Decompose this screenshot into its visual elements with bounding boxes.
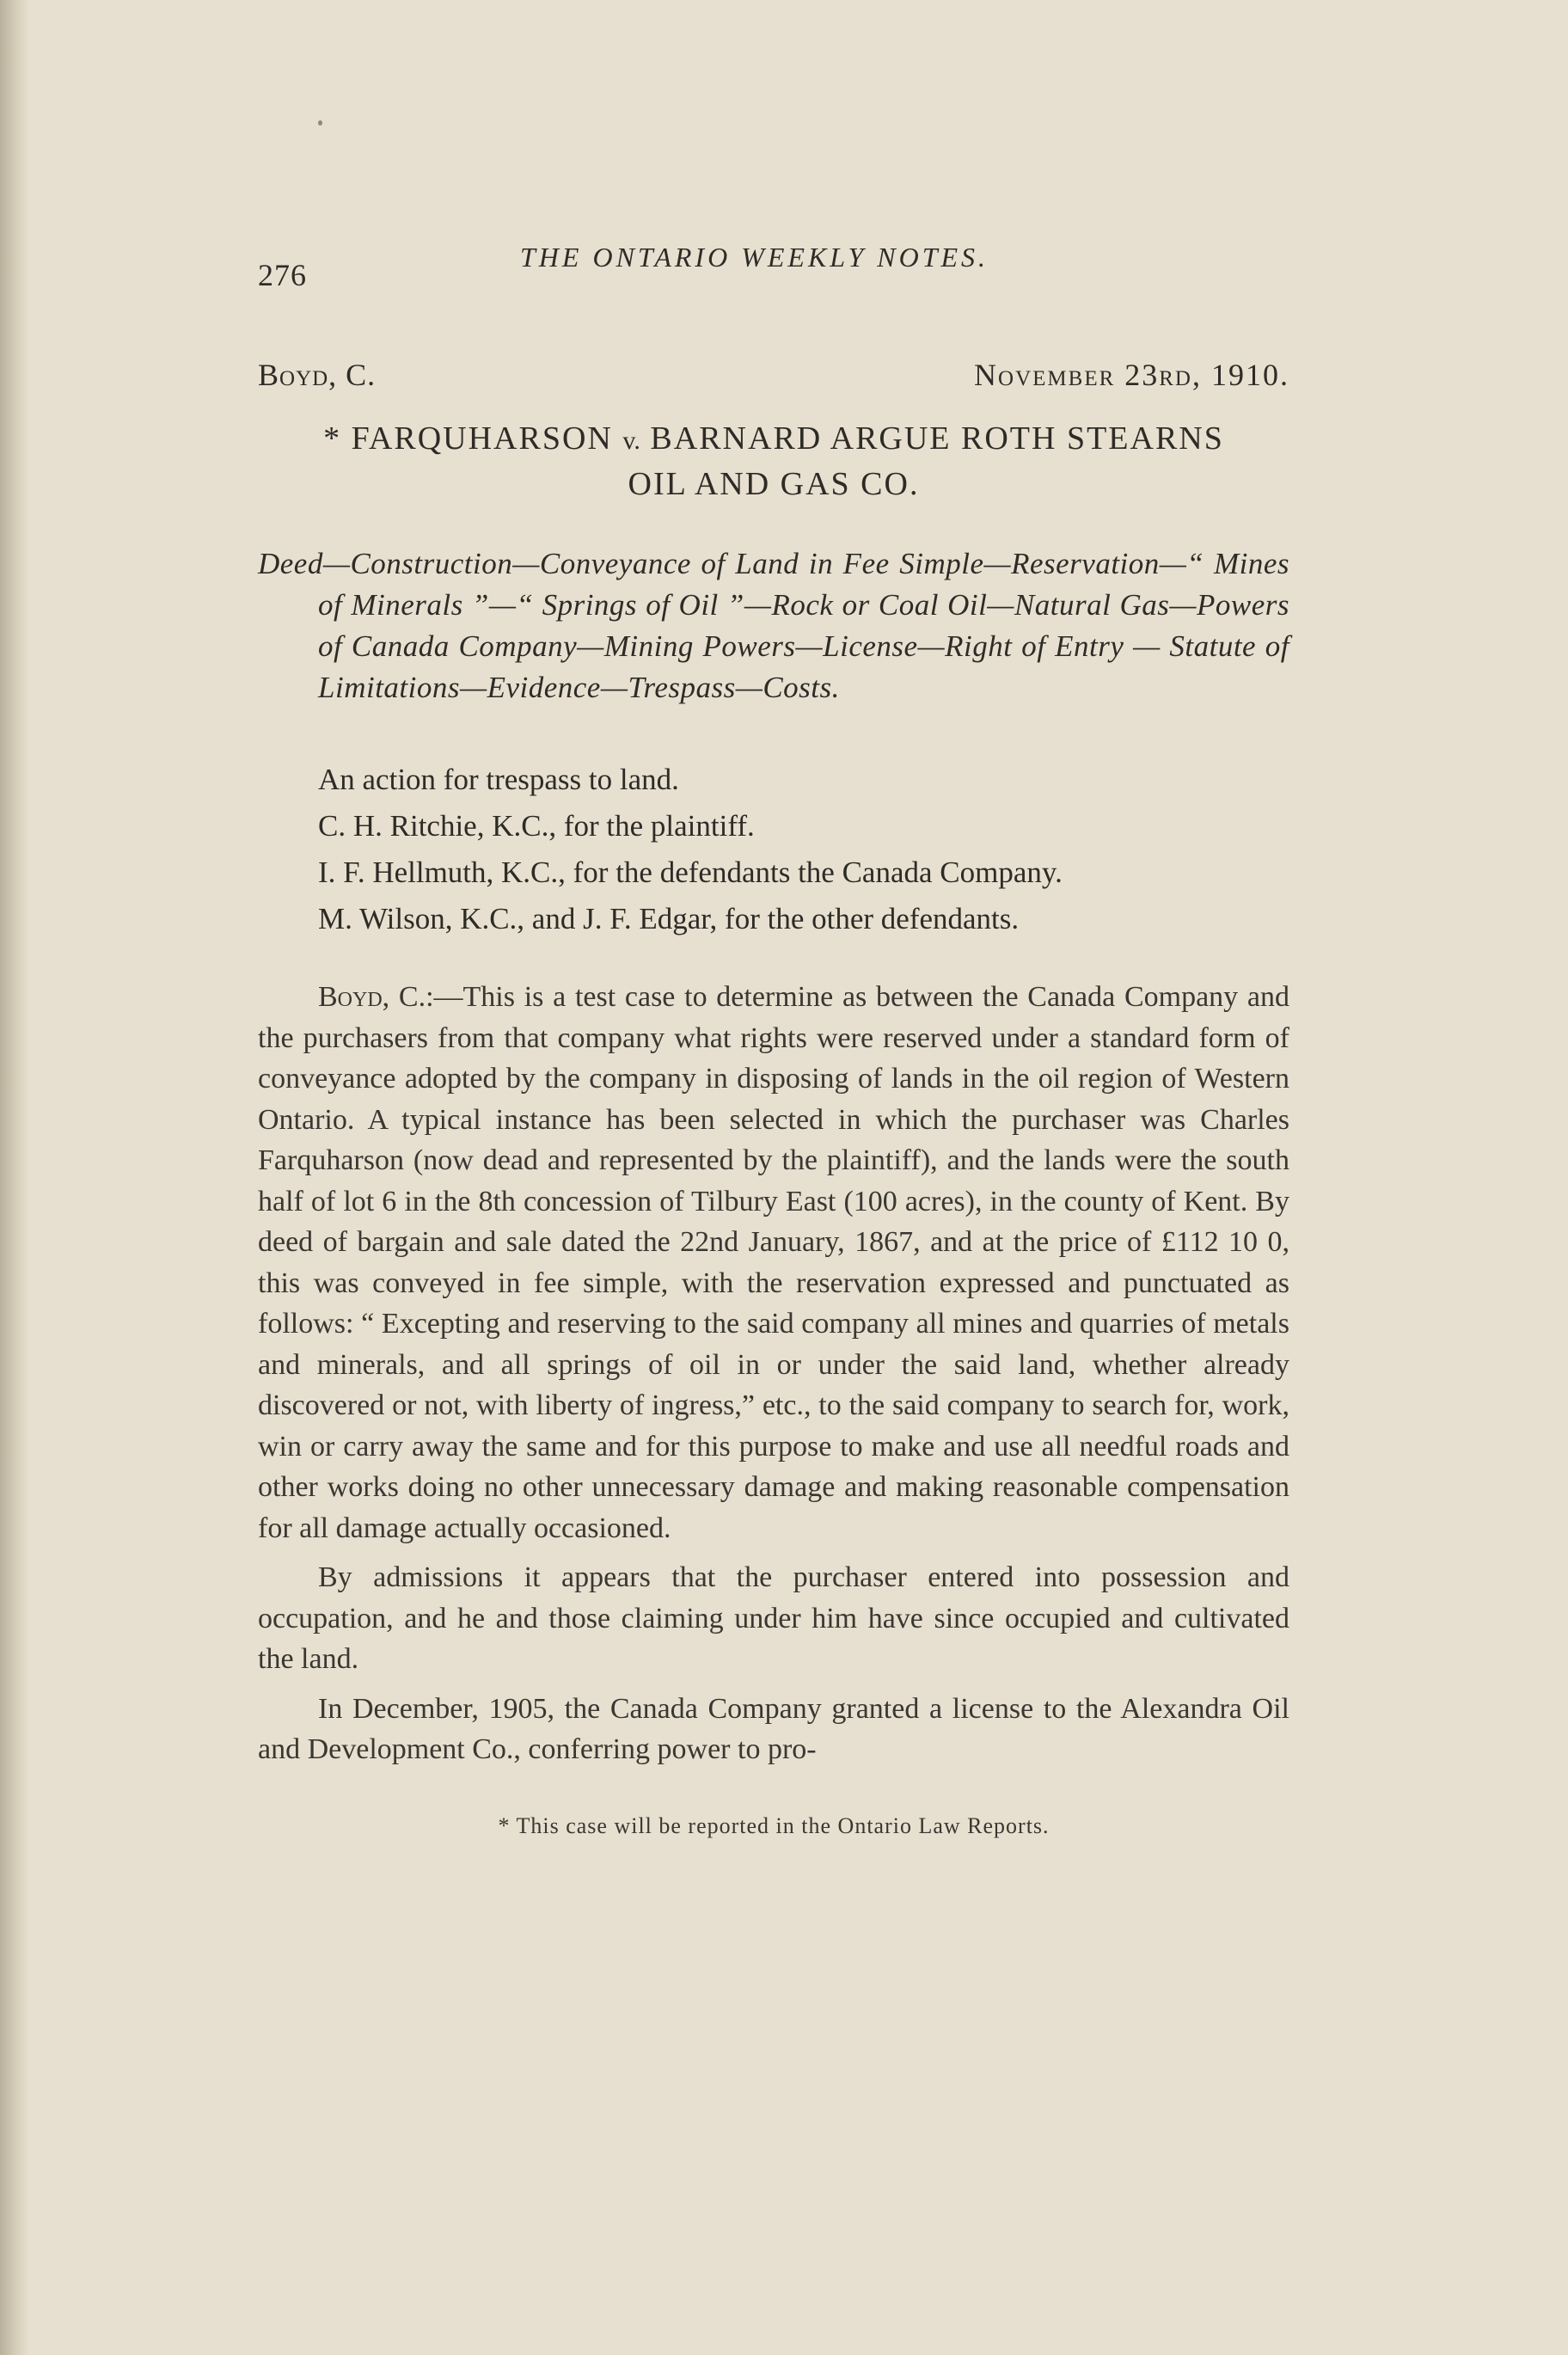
counsel-plaintiff: C. H. Ritchie, K.C., for the plaintiff.	[318, 809, 755, 843]
judgment-paragraph-1-text: :—This is a test case to determine as between the Canada Company and the purchasers from that company what rights were reserved under a standard form of conveyance adopted by the company in disposing of lands in the oil region of Western Ontario. A typical instance has been selected in which the purchaser was Charles Farquharson (now dead and represented by the plaintiff), and the lands were the south half of lot 6 in the 8th concession of Tilbury East (100 acres), in the county of Kent. By deed of bargain and sale dated the 22nd January, 1867, and at the price of £112 10 0, this was conveyed in fee simple, with the reservation expressed and punctuated as follows: “ Excepting and reserving to the said company all mines and quarries of metals and minerals, and all springs of oil in or under the said land, whether already discovered or not, with liberty of ingress,” etc., to the said company to search for, work, win or carry away the same and for this purpose to make and use all needful roads and other works doing no other unnecessary damage and making reasonable compensation for all damage actually occasioned.	[258, 981, 1289, 1544]
counsel-other-defendants: M. Wilson, K.C., and J. F. Edgar, for the other defendants.	[318, 902, 1020, 935]
judge-date-line	[258, 357, 1289, 408]
page-number: 276	[258, 258, 307, 292]
judgment-paragraph-2: By admissions it appears that the purchaser entered into possession and occupation, and he and those claiming under him have since occupied and cultivated the land.	[258, 1561, 1289, 1675]
journal-title: THE ONTARIO WEEKLY NOTES.	[520, 242, 989, 273]
judgment-paragraph-3: In December, 1905, the Canada Company granted a license to the Alexandra Oil and Development Co., conferring power to pro-	[258, 1692, 1289, 1765]
case-title-line-2: OIL AND GAS CO.	[628, 466, 920, 502]
running-head	[258, 228, 1289, 305]
headnote: Deed—Construction—Conveyance of Land in Fee Simple—Reservation—“ Mines of Minerals ”—“ Springs of Oil ”—Rock or Coal Oil—Natural Gas—Powers of Canada Company—Mining Powers—License—Right of Entry — Statute of Limitations—Evidence—Trespass—Costs.	[258, 547, 1289, 704]
case-intro	[258, 757, 1289, 942]
paper-speck	[318, 120, 322, 126]
judge-name: Boyd, C.	[258, 358, 377, 392]
plaintiff-name: * FARQUHARSON	[323, 420, 613, 457]
defendant-name: BARNARD ARGUE ROTH STEARNS	[650, 420, 1224, 457]
judgment-text	[258, 977, 1289, 1770]
footnote: * This case will be reported in the Ontario Law Reports.	[498, 1812, 1050, 1838]
document-page	[258, 228, 1289, 1839]
counsel-canada-company: I. F. Hellmuth, K.C., for the defendants the Canada Company.	[318, 856, 1063, 889]
decision-date: November 23rd, 1910.	[974, 358, 1289, 392]
case-title-line-1	[258, 417, 1289, 463]
book-spine-shadow	[0, 0, 29, 2355]
versus: v.	[622, 426, 640, 455]
judgment-paragraph	[258, 977, 1289, 1549]
case-title	[258, 417, 1289, 506]
judgment-judge: Boyd, C.	[318, 981, 426, 1013]
action-description: An action for trespass to land.	[318, 763, 679, 796]
